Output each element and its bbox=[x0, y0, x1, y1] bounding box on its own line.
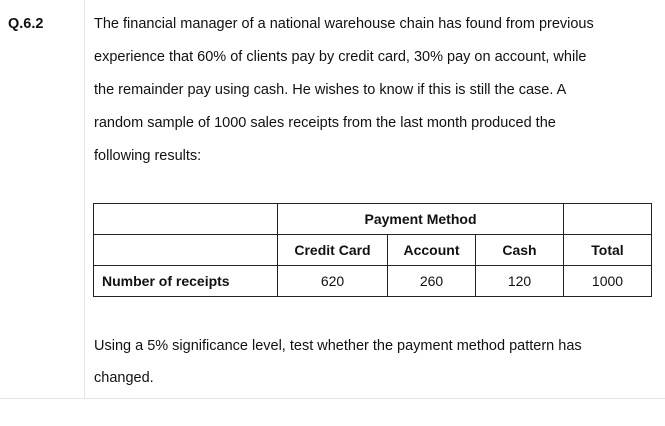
task-line: Using a 5% significance level, test whether the payment method pattern has bbox=[94, 338, 582, 354]
cell-account: 260 bbox=[388, 266, 476, 297]
intro-line: random sample of 1000 sales receipts from the last month produced the bbox=[94, 115, 556, 131]
intro-line: experience that 60% of clients pay by credit card, 30% pay on account, while bbox=[94, 49, 587, 65]
column-header-cash: Cash bbox=[476, 235, 564, 266]
cell-total: 1000 bbox=[564, 266, 652, 297]
column-header-credit-card: Credit Card bbox=[278, 235, 388, 266]
intro-line: following results: bbox=[94, 148, 202, 164]
task-line: changed. bbox=[94, 370, 154, 386]
table-empty-cell bbox=[94, 204, 278, 235]
table-empty-cell bbox=[94, 235, 278, 266]
table-row bbox=[94, 266, 652, 297]
question-number: Q.6.2 bbox=[8, 16, 44, 32]
intro-line: the remainder pay using cash. He wishes to know if this is still the case. A bbox=[94, 82, 567, 98]
intro-line: The financial manager of a national warehouse chain has found from previous bbox=[94, 16, 594, 32]
table-empty-cell bbox=[564, 204, 652, 235]
column-header-total: Total bbox=[564, 235, 652, 266]
receipts-table bbox=[93, 203, 652, 297]
payment-method-header: Payment Method bbox=[278, 204, 564, 235]
row-label: Number of receipts bbox=[94, 266, 278, 297]
question-task bbox=[94, 336, 654, 400]
cell-cash: 120 bbox=[476, 266, 564, 297]
column-divider bbox=[84, 0, 85, 398]
column-header-account: Account bbox=[388, 235, 476, 266]
table-header-row bbox=[94, 235, 652, 266]
question-intro bbox=[94, 14, 654, 179]
table-header-row-group bbox=[94, 204, 652, 235]
cell-credit-card: 620 bbox=[278, 266, 388, 297]
